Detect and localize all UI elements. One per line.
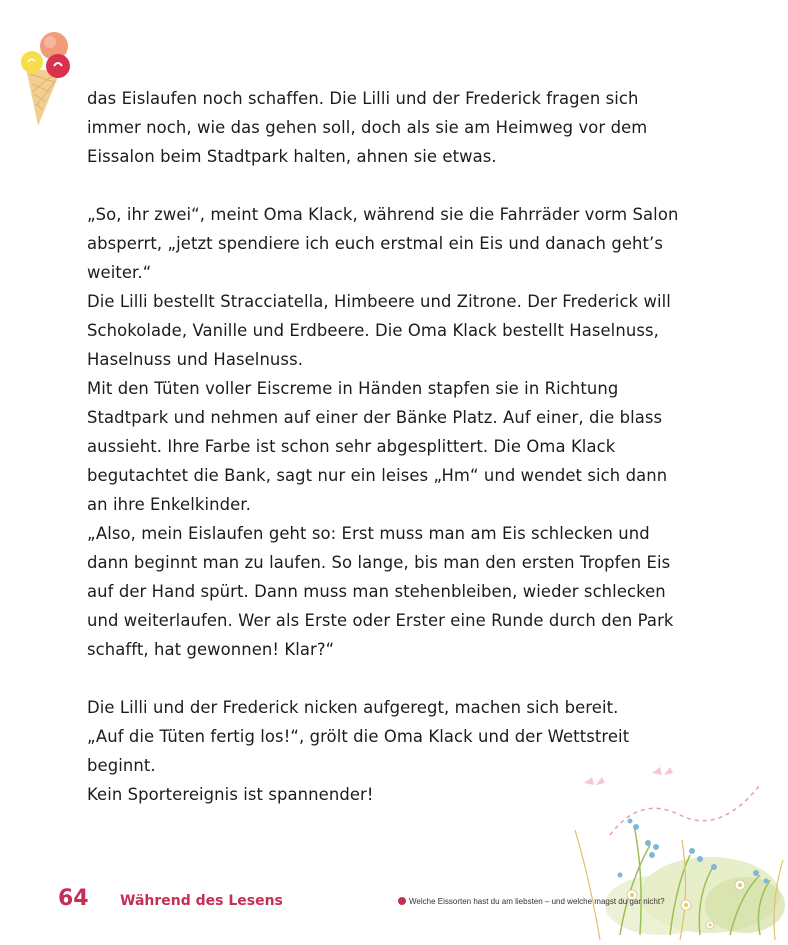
section-label: Während des Lesens bbox=[120, 893, 283, 909]
reading-question bbox=[398, 897, 665, 906]
question-text: Welche Eissorten hast du am liebsten – und welche magst du gar nicht? bbox=[409, 897, 665, 906]
story-line: an ihre Enkelkinder. bbox=[87, 495, 251, 514]
story-line: Stadtpark und nehmen auf einer der Bänke Platz. Auf einer, die blass bbox=[87, 408, 663, 427]
story-line: immer noch, wie das gehen soll, doch als sie am Heimweg vor dem bbox=[87, 118, 648, 137]
story-line: „So, ihr zwei“, meint Oma Klack, während sie die Fahrräder vorm Salon bbox=[87, 205, 679, 224]
story-line: und weiterlaufen. Wer als Erste oder Erster eine Runde durch den Park bbox=[87, 611, 674, 630]
story-line: „Also, mein Eislaufen geht so: Erst muss man am Eis schlecken und bbox=[87, 524, 650, 543]
story-line: schafft, hat gewonnen! Klar?“ bbox=[87, 640, 335, 659]
story-line: Mit den Tüten voller Eiscreme in Händen stapfen sie in Richtung bbox=[87, 379, 619, 398]
ice-cream-cone-icon bbox=[14, 30, 84, 130]
story-line: begutachtet die Bank, sagt nur ein leises „Hm“ und wendet sich dann bbox=[87, 466, 668, 485]
story-line: „Auf die Tüten fertig los!“, grölt die Oma Klack und der Wettstreit bbox=[87, 727, 630, 746]
story-line: absperrt, „jetzt spendiere ich euch erstmal ein Eis und danach geht’s bbox=[87, 234, 663, 253]
story-line: das Eislaufen noch schaffen. Die Lilli und der Frederick fragen sich bbox=[87, 89, 639, 108]
story-line: Haselnuss und Haselnuss. bbox=[87, 350, 304, 369]
story-line: Die Lilli bestellt Stracciatella, Himbeere und Zitrone. Der Frederick will bbox=[87, 292, 671, 311]
story-line: aussieht. Ihre Farbe ist schon sehr abgesplittert. Die Oma Klack bbox=[87, 437, 616, 456]
bullet-icon bbox=[398, 897, 406, 905]
story-line: weiter.“ bbox=[87, 263, 152, 282]
story-line: auf der Hand spürt. Dann muss man stehenbleiben, wieder schlecken bbox=[87, 582, 666, 601]
story-line: Kein Sportereignis ist spannender! bbox=[87, 785, 374, 804]
story-line: beginnt. bbox=[87, 756, 156, 775]
story-line: Schokolade, Vanille und Erdbeere. Die Oma Klack bestellt Haselnuss, bbox=[87, 321, 659, 340]
story-text bbox=[87, 84, 727, 809]
story-line: Die Lilli und der Frederick nicken aufgeregt, machen sich bereit. bbox=[87, 698, 619, 717]
paragraph-gap bbox=[87, 664, 727, 693]
page-number: 64 bbox=[58, 886, 89, 911]
story-line: dann beginnt man zu laufen. So lange, bis man den ersten Tropfen Eis bbox=[87, 553, 671, 572]
story-line: Eissalon beim Stadtpark halten, ahnen sie etwas. bbox=[87, 147, 497, 166]
paragraph-gap bbox=[87, 171, 727, 200]
page-footer bbox=[0, 880, 788, 920]
